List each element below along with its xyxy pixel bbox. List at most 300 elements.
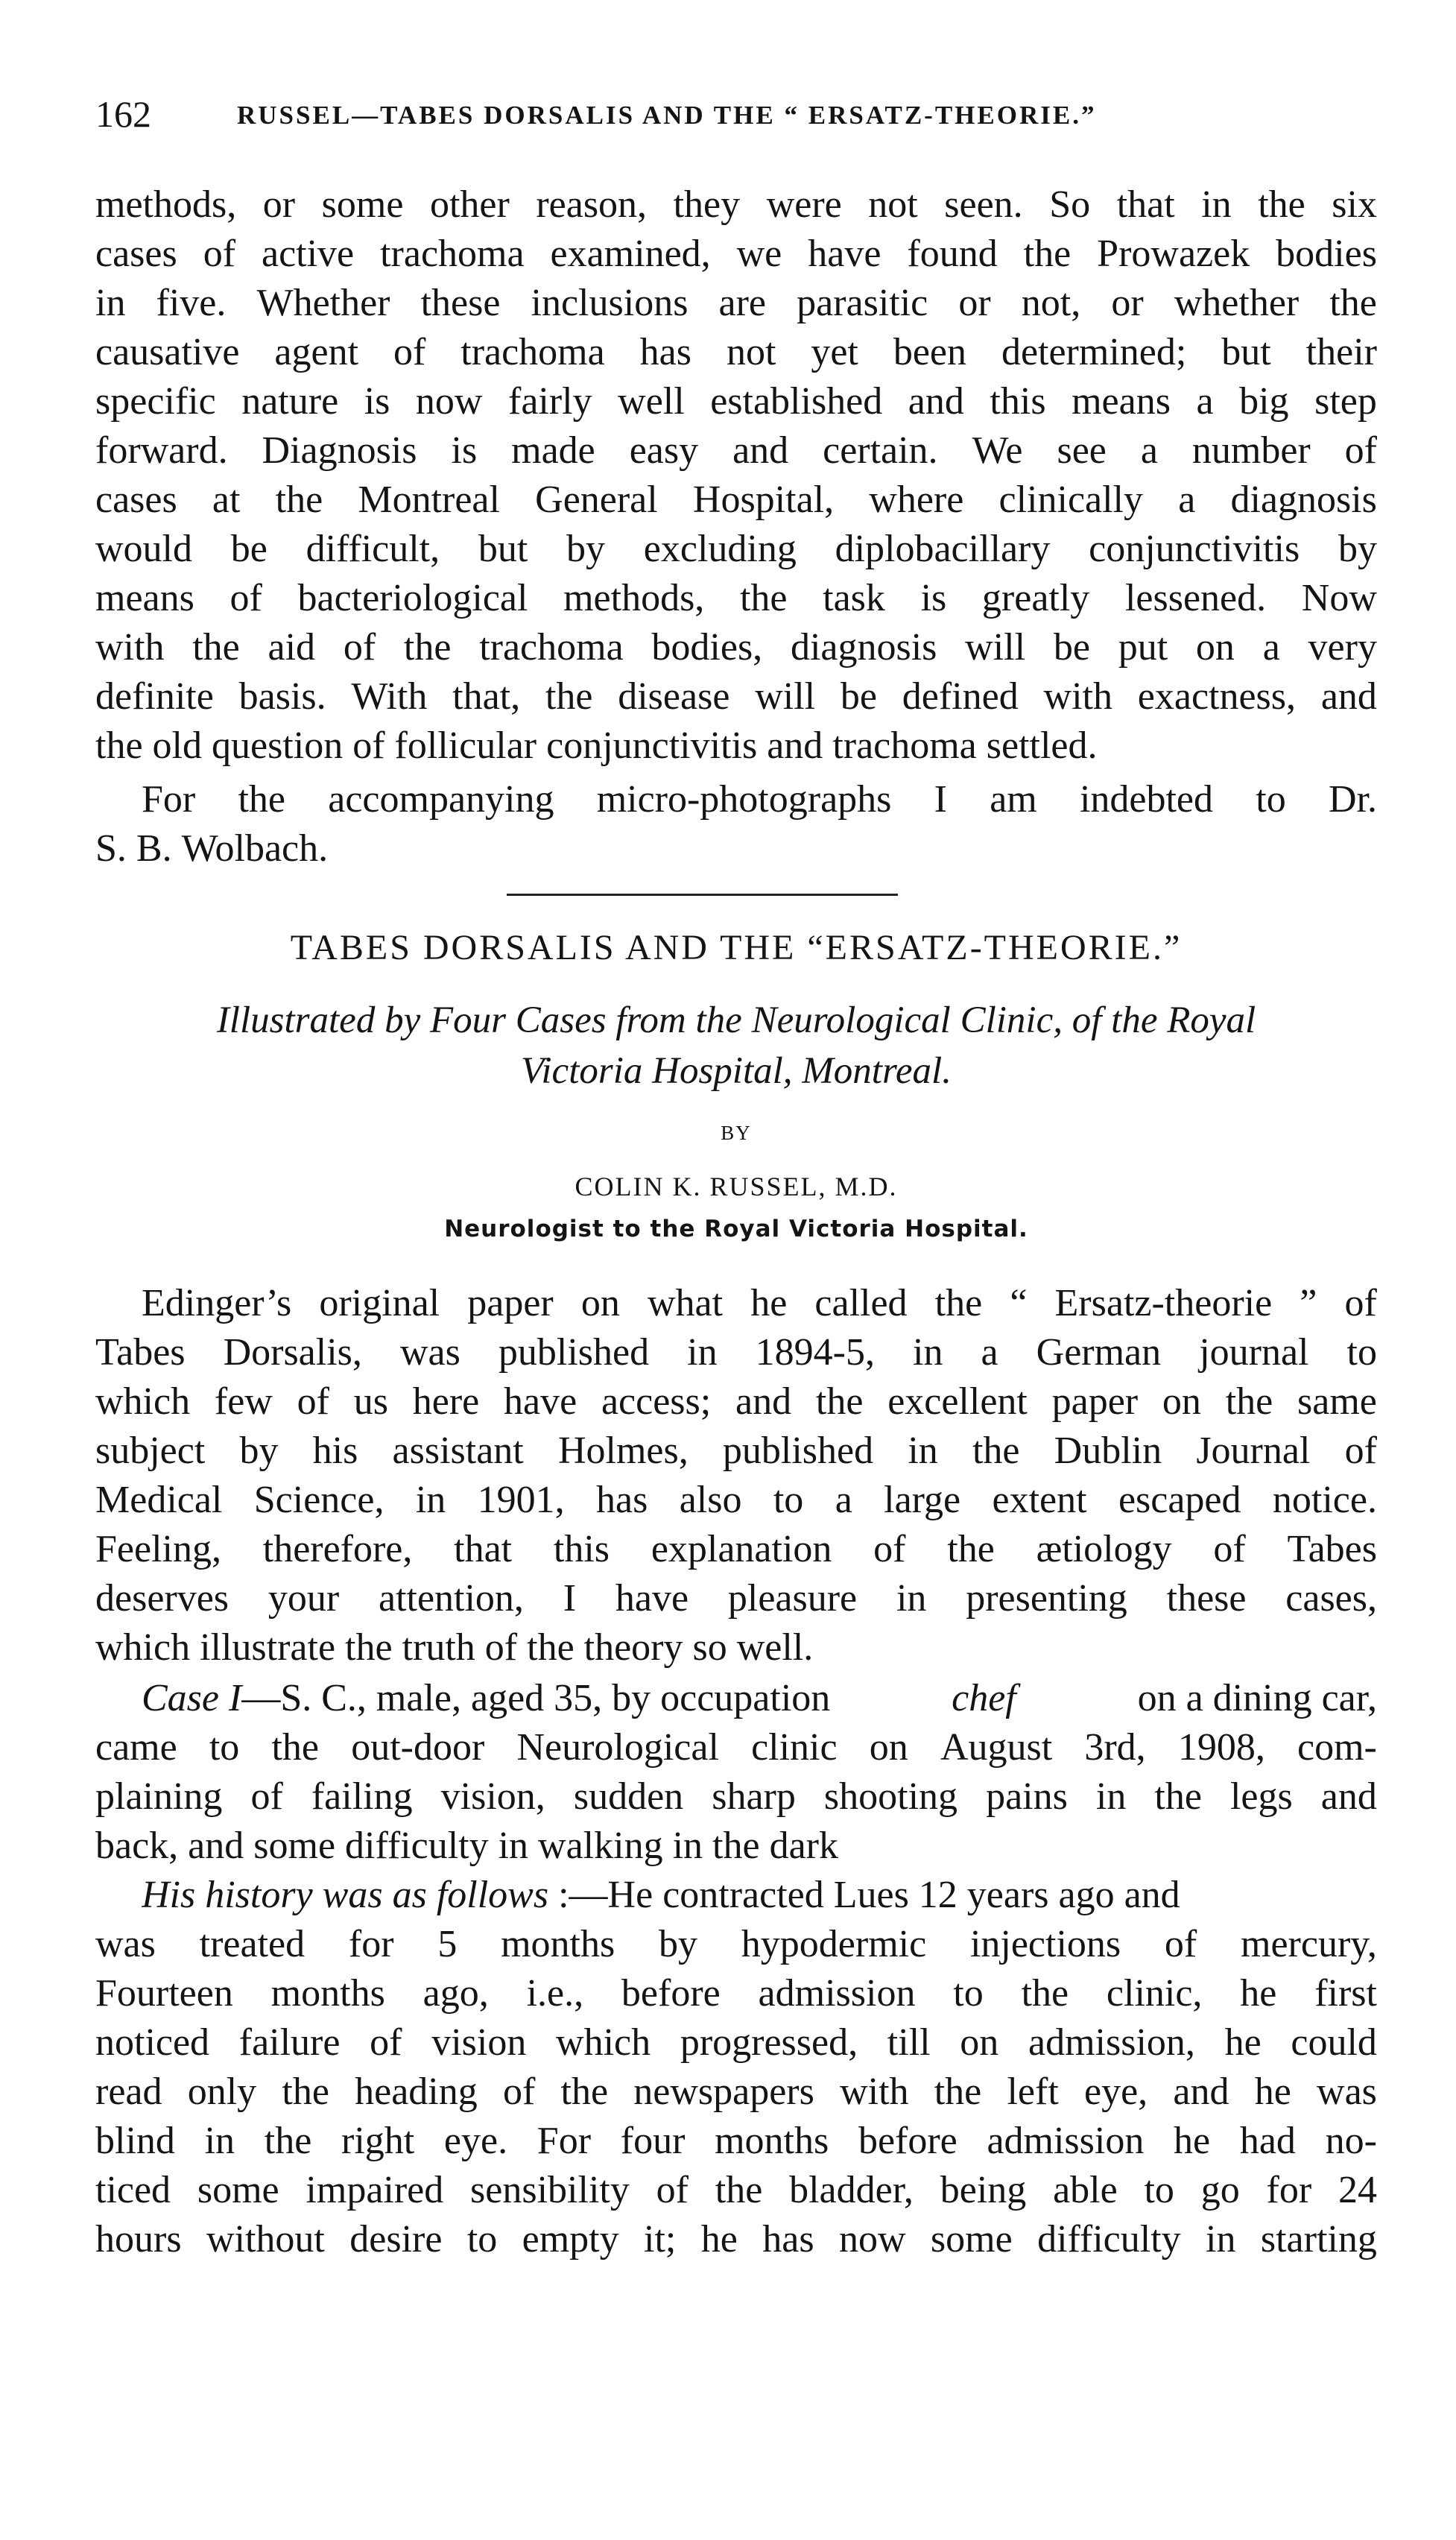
word: left: [1007, 2070, 1059, 2113]
word: without: [206, 2218, 325, 2261]
word: Medical: [95, 1479, 223, 1521]
word: and: [1173, 2070, 1229, 2113]
word: for: [1266, 2169, 1312, 2211]
word: Feeling,: [95, 1528, 221, 1570]
word: in: [913, 1331, 943, 1374]
word: Hospital,: [692, 478, 835, 521]
word: diagnosis: [1230, 478, 1377, 521]
word: not: [868, 183, 918, 226]
body-line: [95, 525, 1377, 574]
word: to: [466, 2218, 498, 2261]
body-line: [95, 1822, 1377, 1871]
body-line: [142, 775, 1377, 824]
justified-text-line: [95, 377, 1377, 426]
word: Edinger’s: [142, 1282, 292, 1324]
justified-text-line: [142, 1279, 1377, 1328]
body-line: [95, 1377, 1377, 1427]
word: the: [1021, 1972, 1069, 2015]
body-line: [95, 2117, 1377, 2166]
word: disease: [618, 675, 730, 718]
word: pains: [986, 1775, 1068, 1818]
word: settled.: [986, 724, 1098, 767]
word: am: [990, 778, 1037, 821]
justified-text-line: [95, 2117, 1377, 2166]
word: assistant: [392, 1429, 524, 1472]
history-first-line: [142, 1871, 1377, 1920]
word: of: [484, 1626, 518, 1669]
word: follicular: [394, 724, 537, 767]
body-line: [95, 180, 1377, 230]
word: what: [647, 1282, 724, 1324]
word: his: [312, 1429, 358, 1472]
word: months: [270, 1972, 385, 2015]
justified-text-line: [95, 1623, 1377, 1672]
case-label-group: [142, 1674, 830, 1723]
word: accompanying: [328, 778, 554, 821]
word: truth: [402, 1626, 475, 1669]
word: the: [715, 2169, 763, 2211]
word: go: [1200, 2169, 1240, 2211]
word: well.: [736, 1626, 814, 1669]
word: methods,: [563, 577, 705, 619]
word: and: [732, 429, 789, 472]
byline-label: BY: [721, 1122, 752, 1144]
word: now: [415, 380, 483, 423]
word: read: [95, 2070, 162, 2113]
word: of: [502, 2070, 536, 2113]
section-divider: [507, 894, 898, 896]
word: he: [1240, 1972, 1277, 2015]
word: For: [142, 778, 196, 821]
word: active: [261, 233, 355, 275]
word: which: [95, 1626, 191, 1669]
body-line: [95, 824, 1377, 873]
word: empty: [522, 2218, 619, 2261]
word: is: [451, 429, 478, 472]
history-first-line-text: [142, 1871, 1377, 1920]
case-label: Case I: [142, 1677, 242, 1719]
word: were: [766, 183, 842, 226]
word: illustrate: [200, 1626, 336, 1669]
body-line: [95, 476, 1377, 525]
word: 1901,: [477, 1479, 565, 1521]
word: their: [1305, 331, 1377, 373]
word: paper: [1051, 1380, 1139, 1423]
word: greatly: [981, 577, 1090, 619]
word: aid: [268, 626, 316, 669]
body-line: [95, 672, 1377, 721]
word: of: [1213, 1528, 1246, 1570]
word: micro-photographs: [596, 778, 892, 821]
word: would: [95, 528, 192, 570]
word: in: [498, 1825, 529, 1867]
word: 5: [437, 1923, 458, 1965]
word: Holmes,: [557, 1429, 689, 1472]
word: be: [230, 528, 268, 570]
justified-text-line: [142, 775, 1377, 824]
word: has: [639, 331, 691, 373]
word: before: [858, 2120, 958, 2162]
word: in: [908, 1429, 938, 1472]
word: trachoma: [460, 331, 605, 373]
word: he: [700, 2218, 738, 2261]
word: or: [1111, 282, 1144, 324]
body-line: [95, 1525, 1377, 1574]
word: by: [566, 528, 606, 570]
word: the: [238, 778, 286, 821]
body-line: [95, 2215, 1377, 2264]
word: in: [95, 282, 126, 324]
word: pleasure: [727, 1577, 858, 1620]
word: progressed,: [680, 2021, 858, 2064]
word: General: [535, 478, 658, 521]
word: six: [1332, 183, 1377, 226]
word: was: [95, 1923, 156, 1965]
word: the: [972, 1429, 1020, 1472]
word: 1908,: [1177, 1726, 1265, 1769]
word: a: [1178, 478, 1196, 521]
word: blind: [95, 2120, 175, 2162]
word: that,: [452, 675, 521, 718]
word: diplobacillary: [835, 528, 1051, 570]
word: and: [1320, 675, 1377, 718]
word: old: [152, 724, 202, 767]
word: for: [348, 1923, 394, 1965]
article-subtitle-line-1: Illustrated by Four Cases from the Neurological Clinic, of the Royal: [216, 999, 1256, 1041]
word: months: [501, 1923, 615, 1965]
word: well: [618, 380, 685, 423]
word: the: [527, 1626, 575, 1669]
word: made: [511, 429, 595, 472]
justified-text-line: [95, 2215, 1377, 2264]
word: the: [545, 675, 593, 718]
word: be: [840, 675, 877, 718]
word: difficult,: [306, 528, 440, 570]
word: of: [393, 331, 426, 373]
word: are: [718, 282, 767, 324]
word: I: [934, 778, 947, 821]
word: and: [767, 724, 823, 767]
word: certain.: [823, 429, 938, 472]
justified-text-line: [95, 824, 1377, 873]
word: on: [580, 1282, 620, 1324]
word: by: [659, 1923, 698, 1965]
justified-text-line: [95, 2018, 1377, 2067]
word: specific: [95, 380, 216, 423]
word: we: [736, 233, 782, 275]
word: has: [762, 2218, 814, 2261]
word: Tabes: [1287, 1528, 1377, 1570]
word: which: [95, 1380, 191, 1423]
word: to: [953, 1972, 984, 2015]
word: be: [1053, 626, 1090, 669]
word: step: [1314, 380, 1377, 423]
word: before: [621, 1972, 721, 2015]
word: conjunctivitis: [1089, 528, 1300, 570]
word: so: [692, 1626, 727, 1669]
word: access;: [601, 1380, 712, 1423]
word: Whether: [256, 282, 390, 324]
word: reason,: [536, 183, 648, 226]
word: bodies,: [651, 626, 763, 669]
word: few: [214, 1380, 273, 1423]
word: “: [1010, 1282, 1028, 1324]
word: the: [192, 626, 240, 669]
word: of: [873, 1528, 906, 1570]
word: in: [672, 1825, 703, 1867]
word: admission: [987, 2120, 1145, 2162]
word: months: [715, 2120, 829, 2162]
word: journal: [1199, 1331, 1309, 1374]
word: theory: [583, 1626, 683, 1669]
word: this: [990, 380, 1046, 423]
word: right: [341, 2120, 415, 2162]
word: four: [620, 2120, 686, 2162]
word: notice.: [1272, 1479, 1377, 1521]
word: he: [750, 1282, 788, 1324]
word: Now: [1301, 577, 1377, 619]
word: clinically: [998, 478, 1143, 521]
word: conjunctivitis: [546, 724, 758, 767]
word: admission: [758, 1972, 916, 2015]
word: in: [204, 2120, 235, 2162]
word: basis.: [238, 675, 326, 718]
word: not: [726, 331, 776, 373]
word: defined: [902, 675, 1019, 718]
body-line: [95, 574, 1377, 623]
word: deserves: [95, 1577, 230, 1620]
word: found: [907, 233, 998, 275]
word: a: [1262, 626, 1280, 669]
word: other: [429, 183, 510, 226]
justified-text-line: [95, 1328, 1377, 1377]
word: I: [563, 1577, 577, 1620]
word: starting: [1260, 2218, 1377, 2261]
word: also: [679, 1479, 742, 1521]
word: trachoma: [832, 724, 977, 767]
body-line: [95, 426, 1377, 476]
word: German: [1036, 1331, 1162, 1374]
word: same: [1297, 1380, 1377, 1423]
word: bodies: [1276, 233, 1377, 275]
word: of: [1344, 1429, 1377, 1472]
page-number: 162: [95, 93, 151, 135]
word: question: [211, 724, 344, 767]
word: desire: [349, 2218, 443, 2261]
word: could: [1291, 2021, 1377, 2064]
word: i.e.,: [526, 1972, 584, 2015]
justified-text-line: [95, 1525, 1377, 1574]
word: no-: [1325, 2120, 1377, 2162]
word: by: [1338, 528, 1377, 570]
word: Dorsalis,: [223, 1331, 362, 1374]
word: they: [673, 183, 741, 226]
word: August: [940, 1726, 1053, 1769]
word: of: [297, 1380, 329, 1423]
word: Wolbach.: [181, 827, 329, 870]
word: the: [1225, 1380, 1273, 1423]
word: the: [560, 2070, 609, 2113]
word: of: [1344, 1282, 1377, 1324]
word: ticed: [95, 2169, 171, 2211]
word: is: [364, 380, 390, 423]
word: mercury,: [1241, 1923, 1377, 1965]
word: this: [553, 1528, 610, 1570]
word: and: [188, 1825, 244, 1867]
word: paper: [467, 1282, 554, 1324]
word: some: [930, 2218, 1013, 2261]
word: to: [773, 1479, 804, 1521]
word: on: [960, 2021, 999, 2064]
word: cases: [95, 478, 177, 521]
word: us: [353, 1380, 388, 1423]
justified-text-line: [95, 1476, 1377, 1525]
word: some: [321, 183, 404, 226]
word: called: [814, 1282, 908, 1324]
justified-text-line: [95, 476, 1377, 525]
justified-text-line: [95, 1920, 1377, 1969]
word: five.: [156, 282, 227, 324]
word: S.: [95, 827, 127, 870]
word: 3rd,: [1084, 1726, 1146, 1769]
word: indebted: [1079, 778, 1214, 821]
word: means: [95, 577, 194, 619]
case-intro-text: —S. C., male, aged 35, by occupation: [241, 1677, 831, 1719]
word: the: [282, 2070, 329, 2113]
word: diagnosis: [790, 626, 937, 669]
case-occupation-tail: on a dining car,: [1137, 1677, 1377, 1719]
body-line: [95, 721, 1377, 771]
word: of: [250, 1775, 283, 1818]
word: to: [1346, 1331, 1377, 1374]
word: had: [1239, 2120, 1296, 2162]
body-line: [95, 1427, 1377, 1476]
word: injections: [969, 1923, 1121, 1965]
word: being: [940, 2169, 1027, 2211]
body-line: [95, 328, 1377, 377]
word: at: [212, 478, 241, 521]
word: in: [1206, 2218, 1236, 2261]
word: noticed: [95, 2021, 210, 2064]
word: been: [893, 331, 966, 373]
word: out-door: [351, 1726, 485, 1769]
case-line-left: [142, 1674, 1377, 1723]
body-line: [95, 1969, 1377, 2018]
word: exactness,: [1137, 675, 1297, 718]
word: the: [345, 1626, 393, 1669]
word: that: [1116, 183, 1175, 226]
word: attention,: [378, 1577, 524, 1620]
word: and: [908, 380, 964, 423]
word: original: [319, 1282, 440, 1324]
word: difficulty: [1037, 2218, 1181, 2261]
word: in: [415, 1479, 446, 1521]
word: excellent: [887, 1380, 1028, 1423]
word: to: [209, 1726, 240, 1769]
word: in: [1201, 183, 1232, 226]
word: he: [1174, 2120, 1211, 2162]
word: has: [596, 1479, 648, 1521]
justified-text-line: [95, 1377, 1377, 1427]
word: he: [1254, 2070, 1291, 2113]
word: clinic: [751, 1726, 838, 1769]
word: determined;: [1001, 331, 1187, 373]
word: seen.: [944, 183, 1023, 226]
word: these: [420, 282, 501, 324]
word: the: [1329, 282, 1377, 324]
word: the: [275, 478, 323, 521]
case-occupation: chef: [952, 1677, 1016, 1719]
word: heading: [355, 2070, 478, 2113]
body-line: [95, 230, 1377, 279]
word: cases,: [1285, 1577, 1377, 1620]
word: ago,: [422, 1972, 489, 2015]
word: the: [815, 1380, 864, 1423]
word: or: [958, 282, 991, 324]
word: whether: [1174, 282, 1300, 324]
word: examined,: [550, 233, 711, 275]
word: excluding: [643, 528, 797, 570]
word: is: [920, 577, 947, 619]
word: Dublin: [1054, 1429, 1162, 1472]
word: of: [1344, 429, 1377, 472]
word: bacteriological: [297, 577, 528, 619]
justified-text-line: [95, 2166, 1377, 2215]
word: the: [934, 1282, 983, 1324]
word: causative: [95, 331, 240, 373]
word: now: [838, 2218, 906, 2261]
word: able: [1053, 2169, 1118, 2211]
word: a: [1196, 380, 1214, 423]
justified-text-line: [95, 279, 1377, 328]
word: these: [1166, 1577, 1247, 1620]
word: Tabes: [95, 1331, 186, 1374]
case-first-line-text: [142, 1674, 1377, 1723]
word: number: [1191, 429, 1311, 472]
body-line: [95, 2018, 1377, 2067]
word: With: [351, 675, 428, 718]
word: Neurological: [516, 1726, 719, 1769]
word: of: [370, 2021, 402, 2064]
word: in: [896, 1577, 927, 1620]
word: of: [656, 2169, 689, 2211]
word: forward.: [95, 429, 228, 472]
word: was: [1317, 2070, 1377, 2113]
justified-text-line: [95, 1772, 1377, 1822]
running-head: RUSSEL—TABES DORSALIS AND THE “ ERSATZ-THEORIE.”: [237, 101, 1097, 130]
word: back,: [95, 1825, 179, 1867]
word: definite: [95, 675, 214, 718]
word: first: [1314, 1972, 1377, 2015]
word: task: [823, 577, 885, 619]
word: parasitic: [797, 282, 928, 324]
word: So: [1049, 183, 1091, 226]
word: of: [203, 233, 236, 275]
word: not,: [1021, 282, 1081, 324]
word: it;: [644, 2218, 677, 2261]
word: with: [840, 2070, 909, 2113]
word: your: [268, 1577, 340, 1620]
body-line: [95, 377, 1377, 426]
body-line: [95, 1772, 1377, 1822]
word: the: [1258, 183, 1305, 226]
page-header: [95, 88, 1377, 140]
word: fairly: [508, 380, 592, 423]
word: the: [1023, 233, 1072, 275]
word: and: [735, 1380, 792, 1423]
word: a: [835, 1479, 852, 1521]
word: yet: [811, 331, 858, 373]
